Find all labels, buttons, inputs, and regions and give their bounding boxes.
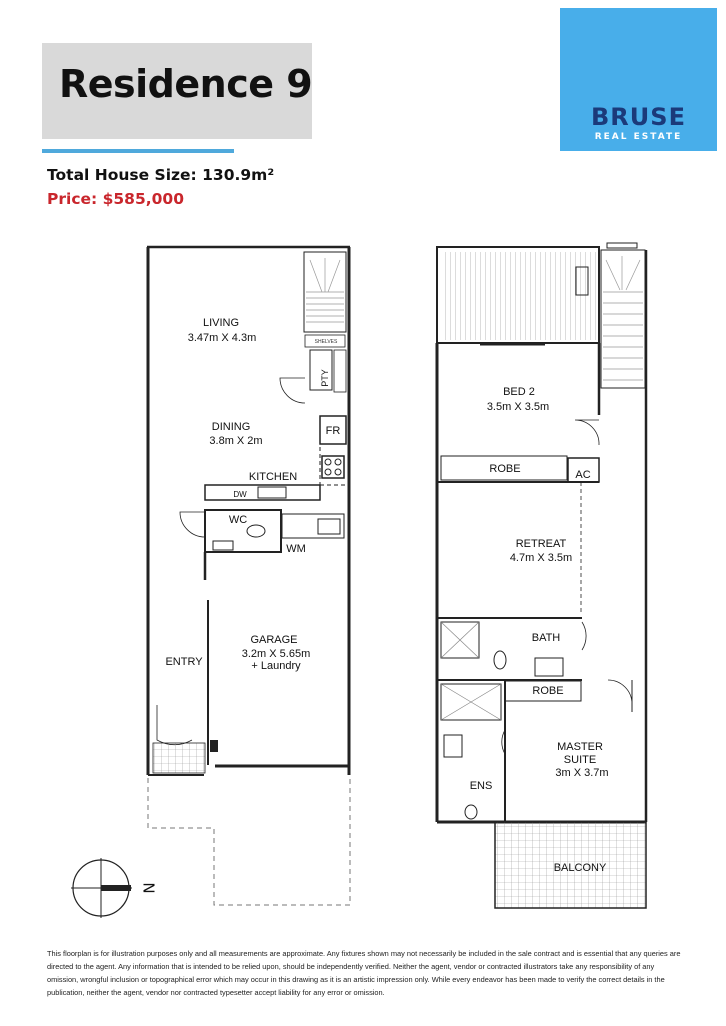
- living-label: LIVING: [202, 317, 240, 329]
- living-dims: 3.47m X 4.3m: [187, 332, 257, 344]
- shelves-label: SHELVES: [314, 339, 338, 345]
- bed2-label: BED 2: [503, 386, 535, 398]
- ac-label: AC: [575, 469, 591, 481]
- balcony-label: BALCONY: [553, 862, 607, 874]
- page-title: Residence 9: [59, 62, 313, 106]
- retreat-dims: 4.7m X 3.5m: [509, 552, 573, 564]
- garage-label: GARAGE: [250, 634, 298, 646]
- wm-label: WM: [286, 543, 306, 555]
- price: Price: $585,000: [47, 190, 184, 208]
- house-size: Total House Size: 130.9m²: [47, 166, 275, 184]
- ground-floor-plan: [147, 247, 350, 905]
- compass-north-label: N: [139, 882, 158, 894]
- first-floor-stairs: [603, 256, 643, 380]
- pty-label: PTY: [320, 369, 330, 387]
- first-floor-plan: [437, 243, 646, 908]
- master-suite-label: SUITE: [563, 754, 597, 766]
- master-label: MASTER: [557, 741, 603, 753]
- garage-laundry: + Laundry: [251, 660, 301, 672]
- garage-dims: 3.2m X 5.65m: [241, 648, 311, 660]
- dining-dims: 3.8m X 2m: [209, 435, 263, 447]
- kitchen-label: KITCHEN: [248, 471, 298, 483]
- robe-bed2-label: ROBE: [489, 463, 521, 475]
- ground-stairs: [306, 258, 344, 322]
- ensuite-label: ENS: [469, 780, 493, 792]
- retreat-label: RETREAT: [515, 538, 567, 550]
- dishwasher-label: DW: [233, 490, 247, 499]
- bath-label: BATH: [531, 632, 561, 644]
- compass-icon: [71, 858, 132, 918]
- master-dims: 3m X 3.7m: [555, 767, 609, 779]
- robe-master-label: ROBE: [532, 685, 564, 697]
- wc-label: WC: [228, 514, 248, 526]
- logo-subtitle: REAL ESTATE: [594, 132, 683, 142]
- dining-label: DINING: [211, 421, 251, 433]
- disclaimer: This floorplan is for illustration purposes only and all measurements are approximate. Any fixtures shown may not necessarily be included in the sale contract and is essential that any queries are directed to the agent. Any information that is intended to be relied upon, should be independently verified. Neither the agent, vendor or contracted illustrators take any responsibility of any omission, wrongful inclusion or topographical error which may occur in this drawing as it is an artistic impression only. While every endeavor has been made to verify the correct details in the publication, neither the agent, vendor nor contracted typesetter accept liability for any error or omission.: [47, 949, 681, 997]
- fridge-label: FR: [325, 425, 341, 437]
- entry-label: ENTRY: [165, 656, 203, 668]
- bed2-dims: 3.5m X 3.5m: [486, 401, 550, 413]
- logo-brand: BRUSE: [591, 103, 686, 131]
